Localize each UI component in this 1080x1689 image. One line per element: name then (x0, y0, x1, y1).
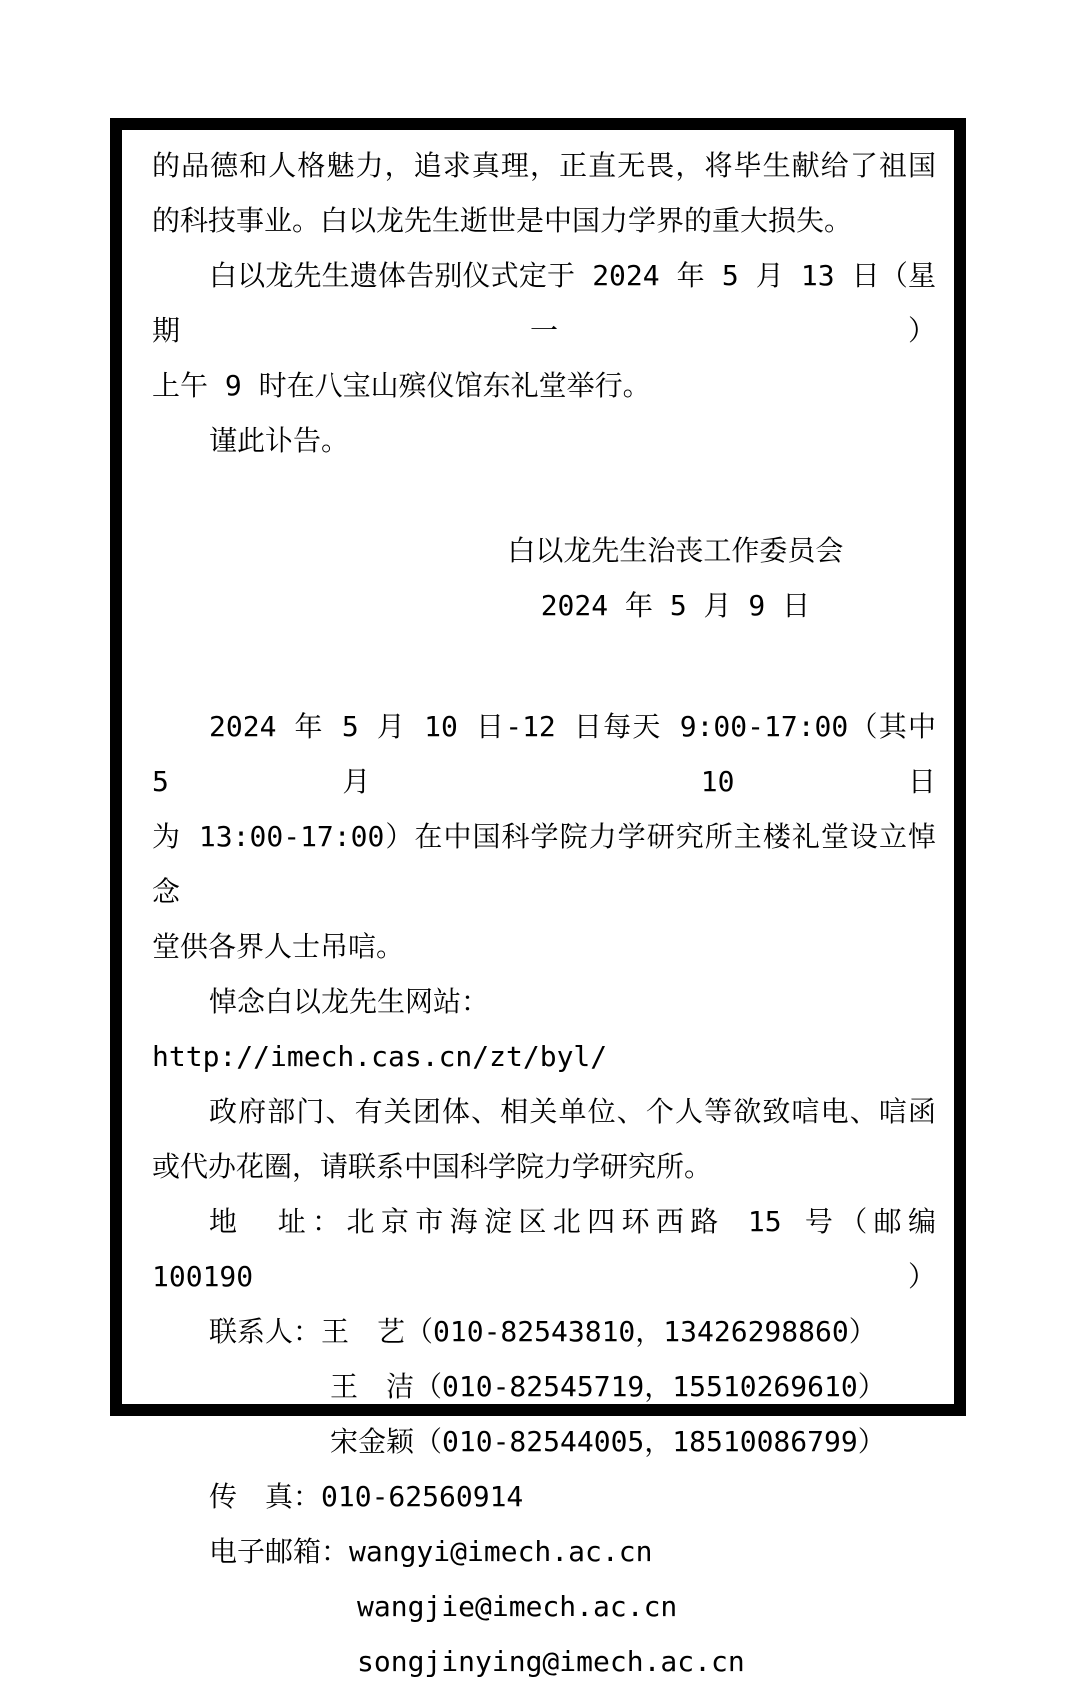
fax-line: 传 真：010-62560914 (209, 1480, 524, 1513)
email-line-3: songjinying@imech.ac.cn (357, 1645, 745, 1678)
memorial-schedule-line-1: 2024 年 5 月 10 日-12 日每天 9:00-17:00（其中 5 月 10 日 (152, 710, 953, 798)
signature-block (460, 523, 891, 633)
email-line-1: 电子邮箱：wangyi@imech.ac.cn (209, 1535, 653, 1568)
contact-line-wangjie: 王 洁（010-82545719，15510269610） (330, 1370, 886, 1403)
tribute-line-2: 的科技事业。白以龙先生逝世是中国力学界的重大损失。 (152, 204, 853, 237)
condolence-line-2: 或代办花圈，请联系中国科学院力学研究所。 (152, 1150, 713, 1183)
closing-line: 谨此讣告。 (209, 424, 350, 457)
address-line: 地 址：北京市海淀区北四环西路 15 号（邮编 100190） (152, 1205, 953, 1293)
condolence-line-1: 政府部门、有关团体、相关单位、个人等欲致唁电、唁函 (209, 1095, 936, 1128)
notice-border-frame (110, 118, 966, 1678)
contact-line-songjinying: 宋金颖（010-82544005，18510086799） (330, 1425, 886, 1458)
ceremony-line-2: 上午 9 时在八宝山殡仪馆东礼堂举行。 (152, 369, 651, 402)
memorial-website-line: 悼念白以龙先生网站：http://imech.cas.cn/zt/byl/ (152, 985, 608, 1073)
memorial-schedule-line-3: 堂供各界人士吊唁。 (152, 930, 405, 963)
committee-signature: 白以龙先生治丧工作委员会 (507, 534, 844, 567)
tribute-line-1: 的品德和人格魅力，追求真理，正直无畏，将毕生献给了祖国 (152, 149, 936, 182)
ceremony-line-1: 白以龙先生遗体告别仪式定于 2024 年 5 月 13 日（星期一） (152, 259, 936, 347)
memorial-schedule-line-2: 为 13:00-17:00）在中国科学院力学研究所主楼礼堂设立悼念 (152, 820, 936, 908)
contact-line-wangyi: 联系人：王 艺（010-82543810，13426298860） (209, 1315, 877, 1348)
email-line-2: wangjie@imech.ac.cn (357, 1590, 678, 1623)
signature-date: 2024 年 5 月 9 日 (540, 589, 811, 622)
notice-content (122, 130, 954, 1678)
